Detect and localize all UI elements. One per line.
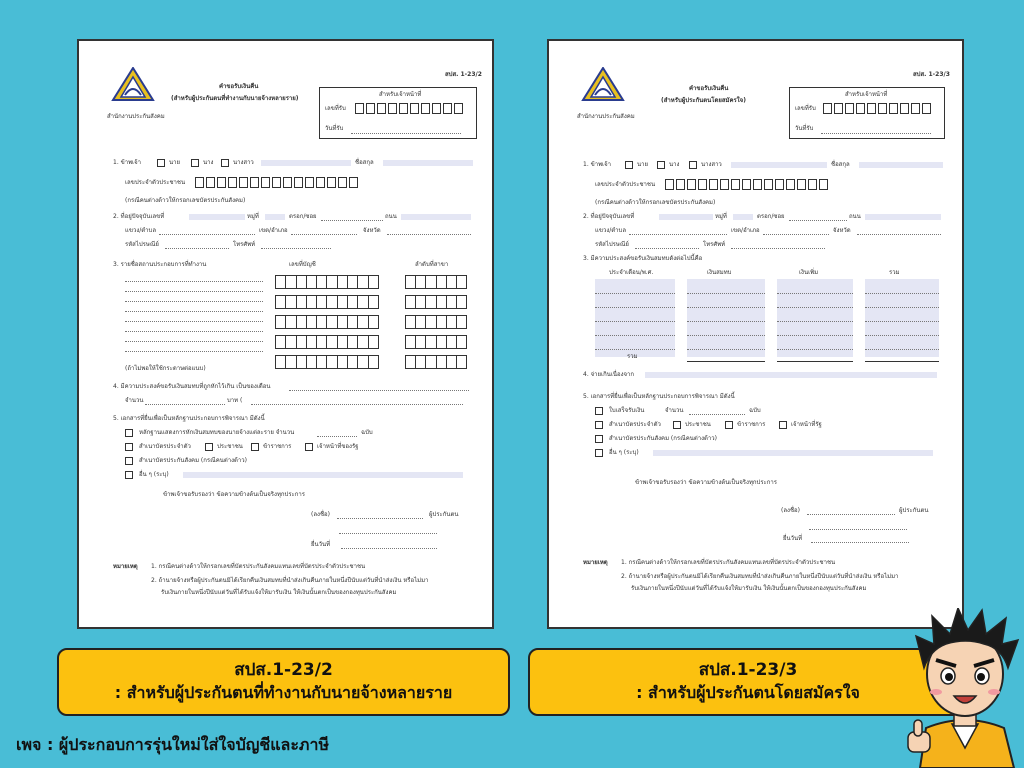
moo-label: หมู่ที่ <box>715 213 727 220</box>
table-rule <box>595 349 675 350</box>
month-column[interactable] <box>595 279 675 357</box>
province-label: จังหวัด <box>363 227 381 234</box>
workplace-line[interactable] <box>125 281 263 282</box>
remark-3: รับเงินภายในหนึ่งปีนับแต่วันที่ได้รับแจ้งให้มารับเงิน ให้เงินนั้นตกเป็นของกองทุนประกันสังคม <box>631 585 867 592</box>
q5-label: 5. เอกสารที่ยื่นเพื่อเป็นหลักฐานประกอบการพิจารณา มีดังนี้ <box>113 415 265 422</box>
phone-field[interactable] <box>731 248 825 249</box>
checkbox-mr[interactable] <box>625 161 633 169</box>
table-rule <box>595 293 675 294</box>
table-rule <box>865 349 939 350</box>
form-title: คำขอรับเงินคืน <box>689 85 729 92</box>
remark-label: หมายเหตุ <box>583 559 608 566</box>
road-field[interactable] <box>865 214 941 220</box>
phone-label: โทรศัพท์ <box>703 241 726 248</box>
receipt-no-boxes[interactable] <box>823 103 931 114</box>
province-field[interactable] <box>387 234 471 235</box>
id-note: (กรณีคนต่างด้าวให้กรอกเลขบัตรประกันสังคม) <box>595 199 716 206</box>
tambon-field[interactable] <box>629 234 727 235</box>
checkbox-doc2a[interactable] <box>205 443 213 451</box>
road-label: ถนน <box>385 213 397 220</box>
checkbox-mr[interactable] <box>157 159 165 167</box>
table-rule <box>777 321 853 322</box>
opt-mr-label: นาย <box>637 161 648 168</box>
table-rule <box>687 293 765 294</box>
caption-right-desc: : สำหรับผู้ประกันตนโดยสมัครใจ <box>636 683 860 702</box>
amount-words-field[interactable] <box>251 404 463 405</box>
doc2b-label: ข้าราชการ <box>263 443 292 450</box>
doc2a-label: ประชาชน <box>217 443 243 450</box>
caption-left-code: สปส.1-23/2 <box>234 660 333 680</box>
sign-label: (ลงชื่อ) <box>311 511 330 518</box>
col-extra: เงินเพิ่ม <box>799 269 819 276</box>
tambon-label: แขวง/ตำบล <box>125 227 157 234</box>
certify-text: ข้าพเจ้าขอรับรองว่า ข้อความข้างต้นเป็นจริงทุกประการ <box>635 479 778 486</box>
form-sps-1-23-2 <box>77 39 494 629</box>
workplace-line[interactable] <box>125 341 263 342</box>
table-rule <box>865 335 939 336</box>
amphoe-field[interactable] <box>763 234 829 235</box>
q4-label: 4. มีความประสงค์ขอรับเงินสมทบที่ถูกหักไว้เกิน เป็นของเดือน <box>113 383 271 390</box>
doc2a-label: ประชาชน <box>685 421 711 428</box>
table-rule <box>777 293 853 294</box>
workplace-line[interactable] <box>125 311 263 312</box>
account-boxes[interactable] <box>275 315 379 329</box>
workplace-line[interactable] <box>125 291 263 292</box>
moo-field[interactable] <box>265 214 285 220</box>
sign-name-field[interactable] <box>339 533 437 534</box>
surname-label: ชื่อสกุล <box>831 161 850 168</box>
q4-month-field[interactable] <box>289 390 469 391</box>
amphoe-label: เขต/อำเภอ <box>259 227 288 234</box>
id-boxes[interactable] <box>195 177 358 188</box>
q4-label: 4. จ่ายเกินเนื่องจาก <box>583 371 635 378</box>
workplace-line[interactable] <box>125 321 263 322</box>
road-field[interactable] <box>401 214 471 220</box>
page-footer: เพจ : ผู้ประกอบการรุ่นใหม่ใส่ใจบัญชีและภาษี <box>16 735 330 754</box>
office-name: สำนักงานประกันสังคม <box>107 113 165 120</box>
account-boxes[interactable] <box>275 275 379 289</box>
remark-1: 1. กรณีคนต่างด้าวให้กรอกเลขที่บัตรประกันสังคมแทนเลขที่บัตรประจำตัวประชาชน <box>621 559 836 566</box>
id-label: เลขประจำตัวประชาชน <box>125 179 186 186</box>
province-field[interactable] <box>857 234 941 235</box>
table-rule <box>777 335 853 336</box>
table-rule <box>865 321 939 322</box>
receipt-date-label: วันที่รับ <box>795 125 814 132</box>
receipt-date-label: วันที่รับ <box>325 125 344 132</box>
doc4-label: อื่น ๆ (ระบุ) <box>139 471 169 478</box>
table-rule <box>595 335 675 336</box>
soi-field[interactable] <box>789 220 847 221</box>
opt-mrs-label: นาง <box>203 159 214 166</box>
receipt-no-label: เลขที่รับ <box>325 105 346 112</box>
remark-1: 1. กรณีคนต่างด้าวให้กรอกเลขที่บัตรประกันสังคมแทนเลขที่บัตรประจำตัวประชาชน <box>151 563 366 570</box>
sign-name-field[interactable] <box>809 529 907 530</box>
branch-boxes[interactable] <box>405 355 467 369</box>
form-code: สปส. 1-23/3 <box>913 71 950 78</box>
doc1-label: หลักฐานแสดงการหักเงินสมทบของนายจ้างแต่ละราย จำนวน <box>139 429 295 436</box>
table-rule <box>865 293 939 294</box>
postcode-field[interactable] <box>165 248 229 249</box>
officer-header: สำหรับเจ้าหน้าที่ <box>379 91 422 98</box>
total-underline <box>865 361 939 362</box>
table-rule <box>777 307 853 308</box>
checkbox-mrs[interactable] <box>657 161 665 169</box>
road-label: ถนน <box>849 213 861 220</box>
name-field[interactable] <box>261 160 351 166</box>
form-sps-1-23-3 <box>547 39 964 629</box>
checkbox-doc3[interactable] <box>595 435 603 443</box>
total-underline <box>687 361 765 362</box>
extra-column[interactable] <box>777 279 853 357</box>
remark-2: 2. ถ้านายจ้างหรือผู้ประกันตนมิได้เรียกคืนเงินสมทบที่นำส่งเกินคืนภายในหนึ่งปีนับแต่วันที่นำส่งเงิน หรือไม่มา <box>621 573 899 580</box>
house-no-field[interactable] <box>189 214 245 220</box>
officer-header: สำหรับเจ้าหน้าที่ <box>845 91 888 98</box>
checkbox-doc4[interactable] <box>595 449 603 457</box>
checkbox-doc2[interactable] <box>595 421 603 429</box>
doc1-amount-field[interactable] <box>317 436 357 437</box>
remark-3: รับเงินภายในหนึ่งปีนับแต่วันที่ได้รับแจ้งให้มารับเงิน ให้เงินนั้นตกเป็นของกองทุนประกันสังคม <box>161 589 397 596</box>
certify-text: ข้าพเจ้าขอรับรองว่า ข้อความข้างต้นเป็นจริงทุกประการ <box>163 491 306 498</box>
branch-boxes[interactable] <box>405 295 467 309</box>
soi-label: ตรอก/ซอย <box>757 213 785 220</box>
caption-left-desc: : สำหรับผู้ประกันตนที่ทำงานกับนายจ้างหลายราย <box>114 683 453 702</box>
mascot-icon <box>906 608 1024 768</box>
q2-label: 2. ที่อยู่ปัจจุบันเลขที่ <box>113 213 165 220</box>
date-label: ยื่นวันที่ <box>311 541 331 548</box>
doc1-amount-field[interactable] <box>689 414 745 415</box>
table-rule <box>865 307 939 308</box>
branch-boxes[interactable] <box>405 275 467 289</box>
q4-reason-field[interactable] <box>645 372 937 378</box>
table-rule <box>595 307 675 308</box>
opt-mrs-label: นาง <box>669 161 680 168</box>
form-subtitle: (สำหรับผู้ประกันตนที่ทำงานกับนายจ้างหลายราย) <box>171 95 299 102</box>
sign-field[interactable] <box>807 514 895 515</box>
office-name: สำนักงานประกันสังคม <box>577 113 635 120</box>
table-rule <box>595 321 675 322</box>
account-boxes[interactable] <box>275 335 379 349</box>
col-branch: ลำดับที่สาขา <box>415 261 449 268</box>
postcode-field[interactable] <box>635 248 699 249</box>
remark-2: 2. ถ้านายจ้างหรือผู้ประกันตนมิได้เรียกคืนเงินสมทบที่นำส่งเกินคืนภายในหนึ่งปีนับแต่วันที่นำส่งเงิน หรือไม่มา <box>151 577 429 584</box>
form-code: สปส. 1-23/2 <box>445 71 482 78</box>
doc3-label: สำเนาบัตรประกันสังคม (กรณีคนต่างด้าว) <box>139 457 247 464</box>
branch-boxes[interactable] <box>405 335 467 349</box>
sign-field[interactable] <box>337 518 423 519</box>
caption-left <box>57 648 510 716</box>
tambon-label: แขวง/ตำบล <box>595 227 627 234</box>
q3-note: (ถ้าไม่พอให้ใช้กระดาษต่อแนบ) <box>125 365 206 372</box>
checkbox-doc2[interactable] <box>125 443 133 451</box>
checkbox-ms[interactable] <box>221 159 229 167</box>
doc4-field[interactable] <box>183 472 463 478</box>
house-no-field[interactable] <box>659 214 713 220</box>
phone-label: โทรศัพท์ <box>233 241 256 248</box>
form-subtitle: (สำหรับผู้ประกันตนโดยสมัครใจ) <box>661 97 746 104</box>
opt-ms-label: นางสาว <box>701 161 722 168</box>
surname-field[interactable] <box>859 162 943 168</box>
id-note: (กรณีคนต่างด้าวให้กรอกเลขบัตรประกันสังคม) <box>125 197 246 204</box>
branch-boxes[interactable] <box>405 315 467 329</box>
q1-label: 1. ข้าพเจ้า <box>583 161 611 168</box>
table-rule <box>687 349 765 350</box>
workplace-line[interactable] <box>125 301 263 302</box>
tambon-field[interactable] <box>159 234 255 235</box>
contrib-column[interactable] <box>687 279 765 357</box>
checkbox-doc2a[interactable] <box>673 421 681 429</box>
checkbox-doc1[interactable] <box>125 429 133 437</box>
total-underline <box>777 361 853 362</box>
table-rule <box>777 349 853 350</box>
account-boxes[interactable] <box>275 295 379 309</box>
province-label: จังหวัด <box>833 227 851 234</box>
col-account: เลขที่บัญชี <box>289 261 316 268</box>
receipt-no-boxes[interactable] <box>355 103 463 114</box>
doc2b-label: ข้าราชการ <box>737 421 766 428</box>
checkbox-doc3[interactable] <box>125 457 133 465</box>
checkbox-doc2c[interactable] <box>305 443 313 451</box>
receipt-no-label: เลขที่รับ <box>795 105 816 112</box>
caption-right <box>528 648 968 716</box>
doc2c-label: เจ้าหน้าที่ของรัฐ <box>317 443 359 450</box>
sign-role: ผู้ประกันตน <box>429 511 459 518</box>
form-title: คำขอรับเงินคืน <box>219 83 259 90</box>
checkbox-doc1[interactable] <box>595 407 603 415</box>
amount-field[interactable] <box>145 404 225 405</box>
workplace-line[interactable] <box>125 331 263 332</box>
doc1-unit: ฉบับ <box>749 407 761 414</box>
sign-role: ผู้ประกันตน <box>899 507 929 514</box>
checkbox-doc2b[interactable] <box>725 421 733 429</box>
surname-label: ชื่อสกุล <box>355 159 374 166</box>
receipt-date-line[interactable] <box>351 133 461 134</box>
amount-label: จำนวน <box>125 397 144 404</box>
name-field[interactable] <box>731 162 827 168</box>
doc4-label: อื่น ๆ (ระบุ) <box>609 449 639 456</box>
checkbox-doc2c[interactable] <box>779 421 787 429</box>
soi-field[interactable] <box>321 220 383 221</box>
table-rule <box>687 321 765 322</box>
workplace-line[interactable] <box>125 351 263 352</box>
doc2-label: สำเนาบัตรประจำตัว <box>609 421 661 428</box>
checkbox-mrs[interactable] <box>191 159 199 167</box>
date-field[interactable] <box>811 542 909 543</box>
q3-label: 3. รายชื่อสถานประกอบการที่ทำงาน <box>113 261 207 268</box>
baht-label: บาท ( <box>227 397 243 404</box>
sign-label: (ลงชื่อ) <box>781 507 800 514</box>
date-field[interactable] <box>341 548 437 549</box>
moo-label: หมู่ที่ <box>247 213 259 220</box>
checkbox-doc4[interactable] <box>125 471 133 479</box>
col-contrib: เงินสมทบ <box>707 269 732 276</box>
q2-label: 2. ที่อยู่ปัจจุบันเลขที่ <box>583 213 635 220</box>
col-month: ประจำเดือน/พ.ศ. <box>609 269 654 276</box>
total-column[interactable] <box>865 279 939 357</box>
surname-field[interactable] <box>383 160 473 166</box>
moo-field[interactable] <box>733 214 753 220</box>
soi-label: ตรอก/ซอย <box>289 213 317 220</box>
doc2c-label: เจ้าหน้าที่รัฐ <box>791 421 822 428</box>
opt-mr-label: นาย <box>169 159 180 166</box>
doc1-label: ใบเสร็จรับเงิน <box>609 407 645 414</box>
doc2-label: สำเนาบัตรประจำตัว <box>139 443 191 450</box>
q5-label: 5. เอกสารที่ยื่นเพื่อเป็นหลักฐานประกอบการพิจารณา มีดังนี้ <box>583 393 735 400</box>
checkbox-ms[interactable] <box>689 161 697 169</box>
sso-logo-icon <box>581 67 625 101</box>
q3-label: 3. มีความประสงค์ขอรับเงินสมทบดังต่อไปนี้คือ <box>583 255 703 262</box>
col-total: รวม <box>889 269 900 276</box>
postcode-label: รหัสไปรษณีย์ <box>125 241 159 248</box>
table-rule <box>687 335 765 336</box>
doc4-field[interactable] <box>653 450 933 456</box>
total-row-label: รวม <box>627 353 638 360</box>
id-boxes[interactable] <box>665 179 828 190</box>
phone-field[interactable] <box>261 248 331 249</box>
remark-label: หมายเหตุ <box>113 563 138 570</box>
checkbox-doc2b[interactable] <box>251 443 259 451</box>
q1-label: 1. ข้าพเจ้า <box>113 159 141 166</box>
account-boxes[interactable] <box>275 355 379 369</box>
doc3-label: สำเนาบัตรประกันสังคม (กรณีคนต่างด้าว) <box>609 435 717 442</box>
sso-logo-icon <box>111 67 155 101</box>
caption-right-code: สปส.1-23/3 <box>698 660 798 680</box>
amphoe-field[interactable] <box>291 234 357 235</box>
receipt-date-line[interactable] <box>821 133 931 134</box>
doc1-amount-label: จำนวน <box>665 407 684 414</box>
postcode-label: รหัสไปรษณีย์ <box>595 241 629 248</box>
amphoe-label: เขต/อำเภอ <box>731 227 760 234</box>
doc1-unit: ฉบับ <box>361 429 373 436</box>
id-label: เลขประจำตัวประชาชน <box>595 181 656 188</box>
date-label: ยื่นวันที่ <box>783 535 803 542</box>
opt-ms-label: นางสาว <box>233 159 254 166</box>
table-rule <box>687 307 765 308</box>
